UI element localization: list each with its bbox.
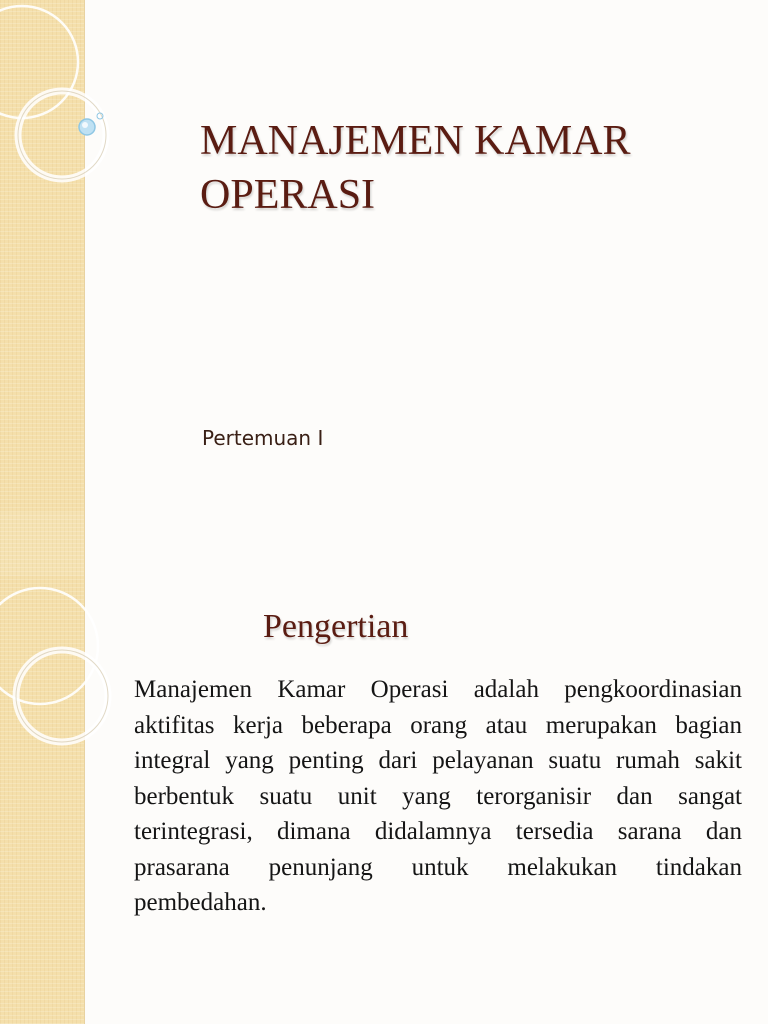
- decorative-circles-icon: [0, 576, 140, 776]
- definition-paragraph: Manajemen Kamar Operasi adalah pengkoordinasian aktifitas kerja beberapa orang atau merupakan bagian integral yang penting dari pelayanan suatu rumah sakit berbentuk suatu unit yang terorganisir dan sangat terintegrasi, dimana didalamnya tersedia sarana dan prasarana penunjang untuk melakukan tindakan pembedahan.: [134, 676, 742, 916]
- slide-subtitle: Pertemuan I: [202, 426, 324, 450]
- slide-gap: [0, 512, 768, 576]
- slide-2: [0, 576, 768, 1024]
- decorative-circles-icon: [0, 0, 140, 200]
- section-heading: Pengertian: [263, 608, 409, 645]
- slide-title: MANAJEMEN KAMAR OPERASI: [200, 118, 631, 218]
